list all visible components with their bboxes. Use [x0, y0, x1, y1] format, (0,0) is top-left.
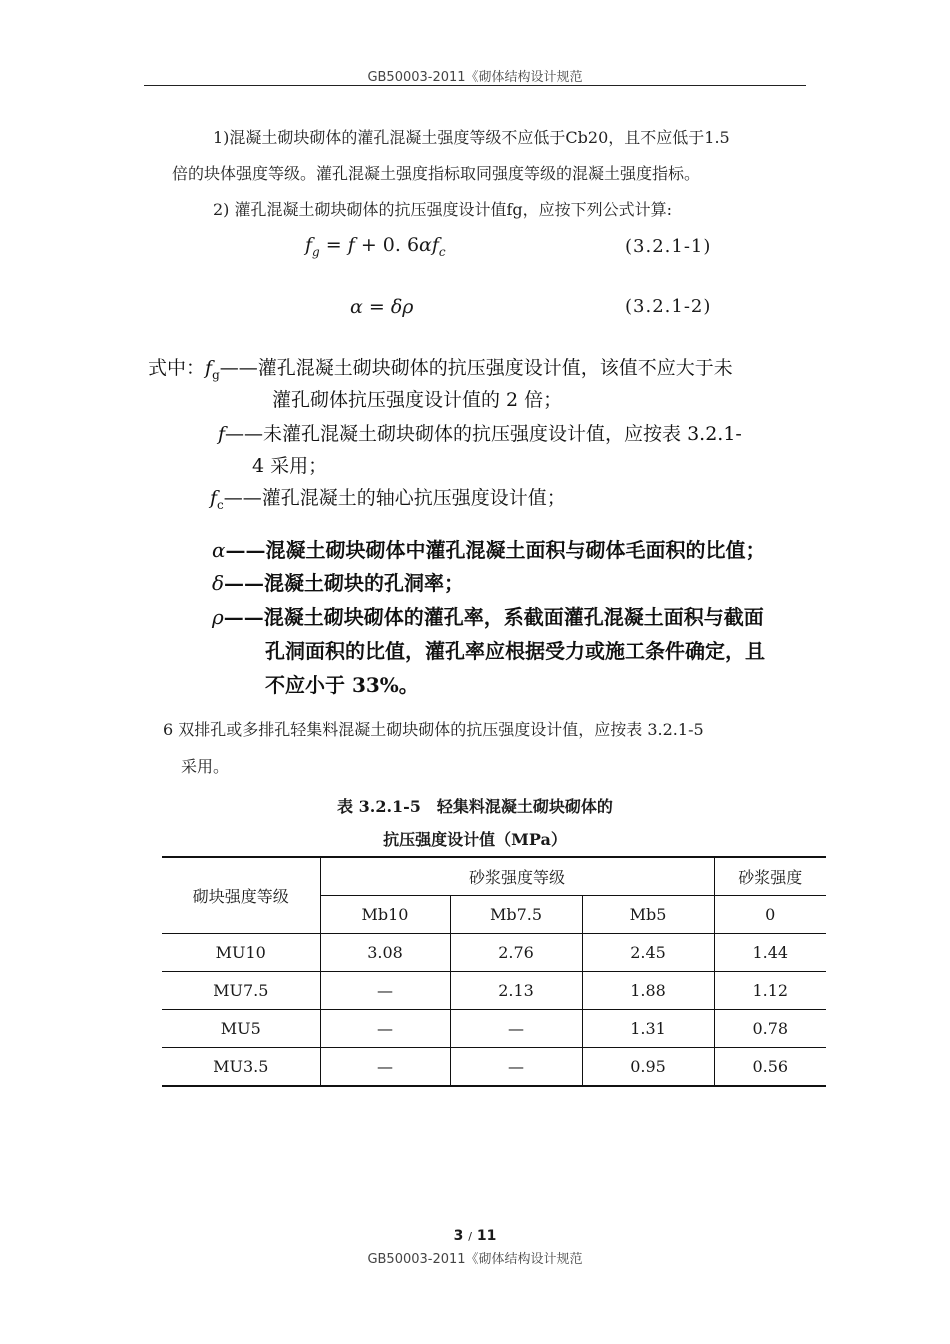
definition-delta — [212, 570, 464, 596]
definition-fg-line-2: 灌孔砌体抗压强度设计值的 2 倍； — [272, 389, 563, 411]
table-caption-line-1: 表 3.2.1-5 轻集料混凝土砌块砌体的 — [337, 797, 613, 816]
definition-alpha-text: ——混凝土砌块砌体中灌孔混凝土面积与砌体毛面积的比值； — [225, 538, 766, 562]
formula-2-number: (3.2.1-2) — [625, 296, 712, 317]
definition-fc — [210, 486, 566, 517]
row-grade: MU3.5 — [162, 1048, 320, 1087]
definition-rho — [212, 604, 764, 630]
row-grade: MU7.5 — [162, 972, 320, 1010]
item-6-line-1: 6 双排孔或多排孔轻集料混凝土砌块砌体的抗压强度设计值，应按表 3.2.1-5 — [163, 720, 704, 739]
formula-2: α = δρ — [350, 296, 414, 318]
definitions-intro: 式中： — [148, 357, 206, 379]
page-separator: / — [468, 1230, 472, 1243]
table-row — [162, 972, 826, 1010]
table-cell: 1.31 — [582, 1010, 714, 1048]
strength-table — [162, 856, 826, 1087]
table-row — [162, 934, 826, 972]
row-grade: MU5 — [162, 1010, 320, 1048]
symbol-f: f — [210, 487, 218, 509]
paragraph-1-line-2: 倍的块体强度等级。灌孔混凝土强度指标取同强度等级的混凝土强度指标。 — [172, 164, 701, 183]
page-current: 3 — [453, 1228, 464, 1244]
subheader-cell: Mb7.5 — [450, 896, 582, 934]
header-block-grade: 砌块强度等级 — [162, 857, 320, 934]
symbol-subscript: c — [217, 497, 224, 512]
table-cell: 2.76 — [450, 934, 582, 972]
definition-fc-text: ——灌孔混凝土的轴心抗压强度设计值； — [223, 487, 566, 509]
definition-rho-line-2: 孔洞面积的比值，灌孔率应根据受力或施工条件确定，且 — [265, 639, 765, 663]
subheader-cell: Mb10 — [320, 896, 450, 934]
page-header-title: GB50003-2011《砌体结构设计规范 — [367, 70, 583, 85]
item-6-line-2: 采用。 — [181, 757, 230, 776]
definition-fg — [148, 356, 733, 387]
symbol-subscript: g — [212, 367, 220, 382]
table-cell: 1.12 — [752, 981, 789, 1000]
definition-rho-text: ——混凝土砌块砌体的灌孔率，系截面灌孔混凝土面积与截面 — [223, 605, 764, 629]
table-cell: 3.08 — [320, 934, 450, 972]
symbol-rho: ρ — [212, 605, 224, 629]
table-row — [162, 1010, 826, 1048]
table-cell: 0.56 — [752, 1057, 789, 1076]
table-cell: 2.13 — [450, 972, 582, 1010]
symbol-f: f — [205, 357, 213, 379]
header-mortar-strength: 砂浆强度 — [714, 857, 826, 896]
definition-f-line-2: 4 采用； — [252, 455, 328, 477]
table-cell: 0.78 — [752, 1019, 789, 1038]
subheader-cell: 0 — [765, 905, 776, 924]
definition-f-text: ——未灌孔混凝土砌块砌体的抗压强度设计值，应按表 3.2.1- — [225, 423, 742, 445]
symbol-alpha: α — [212, 538, 226, 562]
header-mortar-grade: 砂浆强度等级 — [320, 857, 714, 896]
definition-rho-line-3: 不应小于 33%。 — [265, 673, 419, 697]
table-caption-line-2: 抗压强度设计值（MPa） — [383, 830, 567, 849]
paragraph-1-line-1: 1)混凝土砌块砌体的灌孔混凝土强度等级不应低于Cb20，且不应低于1.5 — [213, 128, 730, 147]
paragraph-2-line-1: 2) 灌孔混凝土砌块砌体的抗压强度设计值fg，应按下列公式计算: — [213, 200, 673, 219]
definition-fg-text: ——灌孔混凝土砌块砌体的抗压强度设计值，该值不应大于未 — [219, 357, 733, 379]
formula-1: $f_g = f + 0$. $6\alpha f_c$ — [305, 234, 446, 259]
table-cell: — — [320, 1010, 450, 1048]
definition-alpha — [212, 537, 766, 563]
table-row — [162, 1048, 826, 1087]
table-cell: 1.88 — [582, 972, 714, 1010]
table-cell: — — [320, 1048, 450, 1087]
symbol-f: f — [218, 423, 226, 445]
symbol-delta: δ — [212, 571, 225, 595]
page-total: 11 — [476, 1228, 497, 1244]
page-footer-title: GB50003-2011《砌体结构设计规范 — [367, 1252, 583, 1267]
table-cell: 0.95 — [582, 1048, 714, 1087]
table-cell: — — [320, 972, 450, 1010]
page-number — [0, 1228, 950, 1244]
definition-delta-text: ——混凝土砌块的孔洞率； — [224, 571, 465, 595]
table-cell: — — [450, 1048, 582, 1087]
row-grade: MU10 — [162, 934, 320, 972]
table-cell: 2.45 — [582, 934, 714, 972]
header-divider — [144, 85, 806, 86]
table-cell: — — [450, 1010, 582, 1048]
formula-1-number: (3.2.1-1) — [625, 236, 712, 257]
table-cell: 1.44 — [752, 943, 789, 962]
subheader-cell: Mb5 — [582, 896, 714, 934]
definition-f — [218, 422, 742, 446]
